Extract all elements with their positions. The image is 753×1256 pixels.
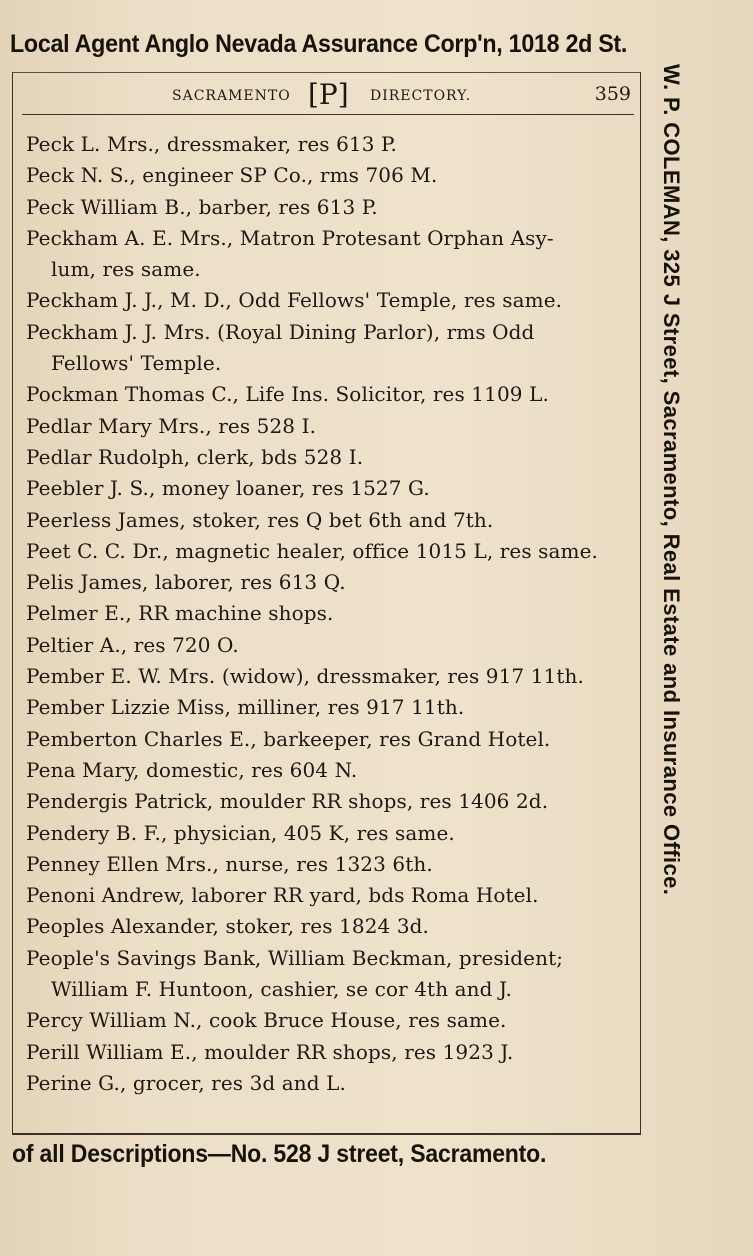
side-advertisement-banner: W. P. COLEMAN, 325 J Street, Sacramento, Real Estate and Insurance Office. xyxy=(659,64,684,896)
running-header xyxy=(12,80,637,114)
header-section-letter: [P] xyxy=(308,78,349,111)
entry-text: Pedlar Rudolph, clerk, bds 528 I. xyxy=(26,444,364,469)
entry-text: Pember E. W. Mrs. (widow), dressmaker, res 917 11th. xyxy=(26,664,584,689)
entry-text: Pockman Thomas C., Life Ins. Solicitor, res 1109 L. xyxy=(26,382,549,407)
entry-text: Peet C. C. Dr., magnetic healer, office 1015 L, res same. xyxy=(26,538,599,563)
entry-text: Peckham J. J., M. D., Odd Fellows' Temple, res same. xyxy=(26,288,563,313)
directory-entry xyxy=(26,661,636,692)
entry-text: Peerless James, stoker, res Q bet 6th and 7th. xyxy=(26,507,494,532)
directory-entry xyxy=(26,911,636,942)
entry-text: Pember Lizzie Miss, milliner, res 917 11th. xyxy=(26,695,465,720)
directory-entry xyxy=(26,567,636,598)
directory-entry xyxy=(26,285,636,316)
directory-entry xyxy=(26,849,636,880)
entry-text: Peckham J. J. Mrs. (Royal Dining Parlor), rms Odd xyxy=(26,319,535,344)
directory-entry xyxy=(26,786,636,817)
directory-entry xyxy=(26,379,636,410)
top-advertisement-banner: Local Agent Anglo Nevada Assurance Corp'n, 1018 2d St. xyxy=(10,30,628,58)
directory-entry xyxy=(26,505,636,536)
directory-entry xyxy=(26,1068,636,1099)
header-city: SACRAMENTO xyxy=(172,88,291,104)
entry-continuation: William F. Huntoon, cashier, se cor 4th and J. xyxy=(51,977,513,1002)
entry-text: Peck William B., barber, res 613 P. xyxy=(26,194,378,219)
directory-entry xyxy=(26,1037,636,1068)
header-rule xyxy=(22,114,634,115)
page-number: 359 xyxy=(594,83,631,105)
entry-text: Pendery B. F., physician, 405 K, res same. xyxy=(26,820,455,845)
directory-entry xyxy=(26,943,636,1006)
entry-text: Pena Mary, domestic, res 604 N. xyxy=(26,757,358,782)
directory-entry xyxy=(26,536,636,567)
entry-text: Perine G., grocer, res 3d and L. xyxy=(26,1070,346,1095)
directory-entry xyxy=(26,755,636,786)
entry-text: Peck L. Mrs., dressmaker, res 613 P. xyxy=(26,132,398,156)
entry-continuation: lum, res same. xyxy=(51,257,201,282)
directory-entry xyxy=(26,818,636,849)
entry-text: Peebler J. S., money loaner, res 1527 G. xyxy=(26,476,430,501)
directory-entry xyxy=(26,192,636,223)
directory-entry xyxy=(26,630,636,661)
directory-entry xyxy=(26,880,636,911)
directory-entry xyxy=(26,317,636,380)
entry-text: Peck N. S., engineer SP Co., rms 706 M. xyxy=(26,163,438,188)
entry-text: Peltier A., res 720 O. xyxy=(26,632,239,657)
entry-text: Pemberton Charles E., barkeeper, res Grand Hotel. xyxy=(26,726,551,751)
entry-text: Pelmer E., RR machine shops. xyxy=(26,601,334,626)
directory-entry xyxy=(26,1005,636,1036)
entry-text: Percy William N., cook Bruce House, res same. xyxy=(26,1008,507,1033)
directory-entry xyxy=(26,598,636,629)
entry-text: Pelis James, laborer, res 613 Q. xyxy=(26,570,346,595)
header-directory-title: DIRECTORY. xyxy=(370,88,472,104)
entry-text: Penoni Andrew, laborer RR yard, bds Roma Hotel. xyxy=(26,883,539,908)
directory-entry xyxy=(26,473,636,504)
directory-entry xyxy=(26,129,636,160)
directory-entries xyxy=(26,129,636,1099)
directory-entry xyxy=(26,411,636,442)
entry-text: Peckham A. E. Mrs., Matron Protesant Orphan Asy- xyxy=(26,225,554,250)
entry-text: Perill William E., moulder RR shops, res 1923 J. xyxy=(26,1039,514,1064)
bottom-advertisement-banner: of all Descriptions—No. 528 J street, Sacramento. xyxy=(12,1140,547,1168)
directory-entry xyxy=(26,724,636,755)
directory-entry xyxy=(26,223,636,286)
entry-text: Peoples Alexander, stoker, res 1824 3d. xyxy=(26,914,430,939)
entry-text: People's Savings Bank, William Beckman, president; xyxy=(26,945,564,970)
directory-entry xyxy=(26,160,636,191)
entry-continuation: Fellows' Temple. xyxy=(51,351,222,376)
entry-text: Pendergis Patrick, moulder RR shops, res 1406 2d. xyxy=(26,789,549,814)
directory-entry xyxy=(26,442,636,473)
entry-text: Pedlar Mary Mrs., res 528 I. xyxy=(26,413,317,438)
entry-text: Penney Ellen Mrs., nurse, res 1323 6th. xyxy=(26,851,433,876)
directory-entry xyxy=(26,692,636,723)
